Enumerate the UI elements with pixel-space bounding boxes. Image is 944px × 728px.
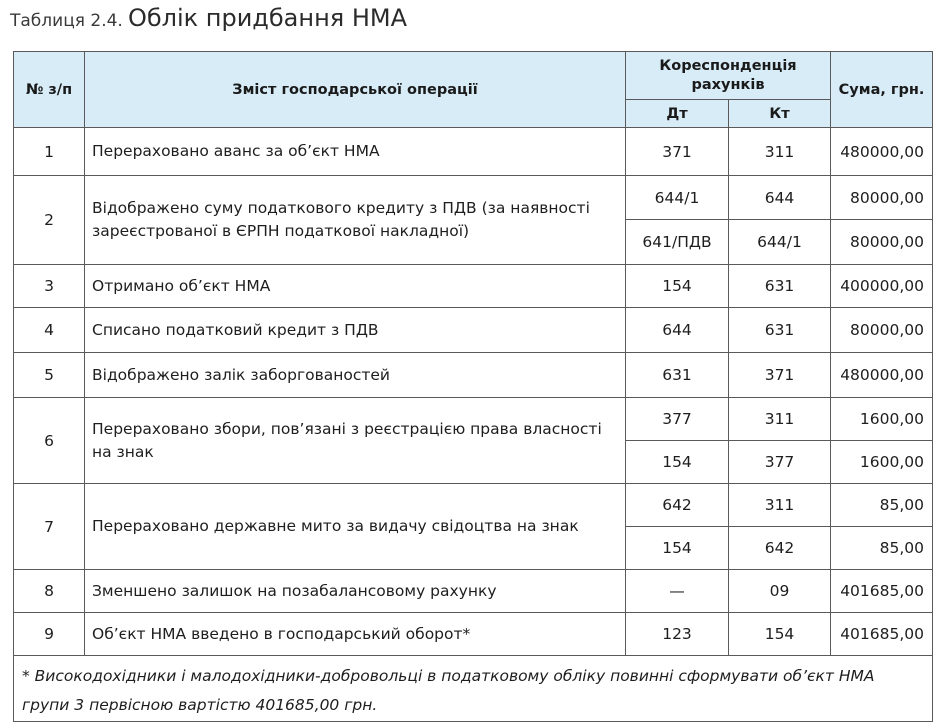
row-operation: Об’єкт НМА введено в господарський оборот* — [85, 613, 626, 656]
caption-prefix: Таблиця 2.4. — [10, 11, 123, 31]
row-kt: 311 — [729, 398, 831, 441]
table-row — [14, 353, 933, 398]
row-sum: 480000,00 — [831, 128, 933, 176]
row-num: 4 — [14, 308, 85, 353]
row-num: 6 — [14, 398, 85, 484]
header-correspondence: Кореспонденція рахунків — [626, 52, 831, 100]
header-num: № з/п — [14, 52, 85, 128]
row-num: 1 — [14, 128, 85, 176]
row-sum: 400000,00 — [831, 265, 933, 308]
row-kt: 311 — [729, 128, 831, 176]
row-dt: 631 — [626, 353, 729, 398]
header-kt: Кт — [729, 100, 831, 128]
row-operation: Відображено суму податкового кредиту з ПДВ (за наявності зареєстрованої в ЄРПН податкової накладної) — [85, 176, 626, 265]
row-operation: Відображено залік заборгованостей — [85, 353, 626, 398]
row-dt: 377 — [626, 398, 729, 441]
row-sum: 401685,00 — [831, 570, 933, 613]
row-operation: Перераховано державне мито за видачу свідоцтва на знак — [85, 484, 626, 570]
row-kt: 644/1 — [729, 220, 831, 265]
footnote-row — [14, 656, 933, 722]
row-dt: 641/ПДВ — [626, 220, 729, 265]
row-kt: 311 — [729, 484, 831, 527]
row-sum: 480000,00 — [831, 353, 933, 398]
row-num: 8 — [14, 570, 85, 613]
table-caption — [10, 4, 407, 32]
row-operation: Зменшено залишок на позабалансовому рахунку — [85, 570, 626, 613]
caption-title: Облік придбання НМА — [127, 4, 408, 32]
row-sum: 1600,00 — [831, 441, 933, 484]
row-kt: 377 — [729, 441, 831, 484]
row-num: 5 — [14, 353, 85, 398]
table-row — [14, 570, 933, 613]
row-num: 3 — [14, 265, 85, 308]
row-dt: 154 — [626, 441, 729, 484]
row-kt: 642 — [729, 527, 831, 570]
row-num: 9 — [14, 613, 85, 656]
row-operation: Отримано об’єкт НМА — [85, 265, 626, 308]
row-operation: Списано податковий кредит з ПДВ — [85, 308, 626, 353]
row-sum: 80000,00 — [831, 176, 933, 220]
row-dt: 154 — [626, 265, 729, 308]
row-dt: — — [626, 570, 729, 613]
header-dt: Дт — [626, 100, 729, 128]
row-dt: 642 — [626, 484, 729, 527]
row-dt: 123 — [626, 613, 729, 656]
table-row — [14, 308, 933, 353]
row-sum: 80000,00 — [831, 220, 933, 265]
row-kt: 644 — [729, 176, 831, 220]
header-content: Зміст господарської операції — [85, 52, 626, 128]
row-dt: 154 — [626, 527, 729, 570]
row-kt: 09 — [729, 570, 831, 613]
row-kt: 154 — [729, 613, 831, 656]
table-row — [14, 398, 933, 441]
row-operation: Перераховано збори, пов’язані з реєстрацією права власності на знак — [85, 398, 626, 484]
row-sum: 80000,00 — [831, 308, 933, 353]
table-row — [14, 176, 933, 220]
header-sum: Сума, грн. — [831, 52, 933, 128]
accounting-table — [13, 51, 933, 722]
row-sum: 85,00 — [831, 527, 933, 570]
row-num: 2 — [14, 176, 85, 265]
row-kt: 371 — [729, 353, 831, 398]
table-row — [14, 613, 933, 656]
table-row — [14, 265, 933, 308]
footnote: * Високодохідники і малодохідники-добровольці в податковому обліку повинні сформувати об’єкт НМА групи 3 первісною вартістю 401685,00 грн. — [14, 656, 933, 722]
row-sum: 1600,00 — [831, 398, 933, 441]
row-num: 7 — [14, 484, 85, 570]
row-operation: Перераховано аванс за об’єкт НМА — [85, 128, 626, 176]
row-dt: 371 — [626, 128, 729, 176]
row-sum: 85,00 — [831, 484, 933, 527]
row-kt: 631 — [729, 265, 831, 308]
table-row — [14, 128, 933, 176]
table-row — [14, 484, 933, 527]
row-dt: 644/1 — [626, 176, 729, 220]
row-dt: 644 — [626, 308, 729, 353]
row-sum: 401685,00 — [831, 613, 933, 656]
row-kt: 631 — [729, 308, 831, 353]
